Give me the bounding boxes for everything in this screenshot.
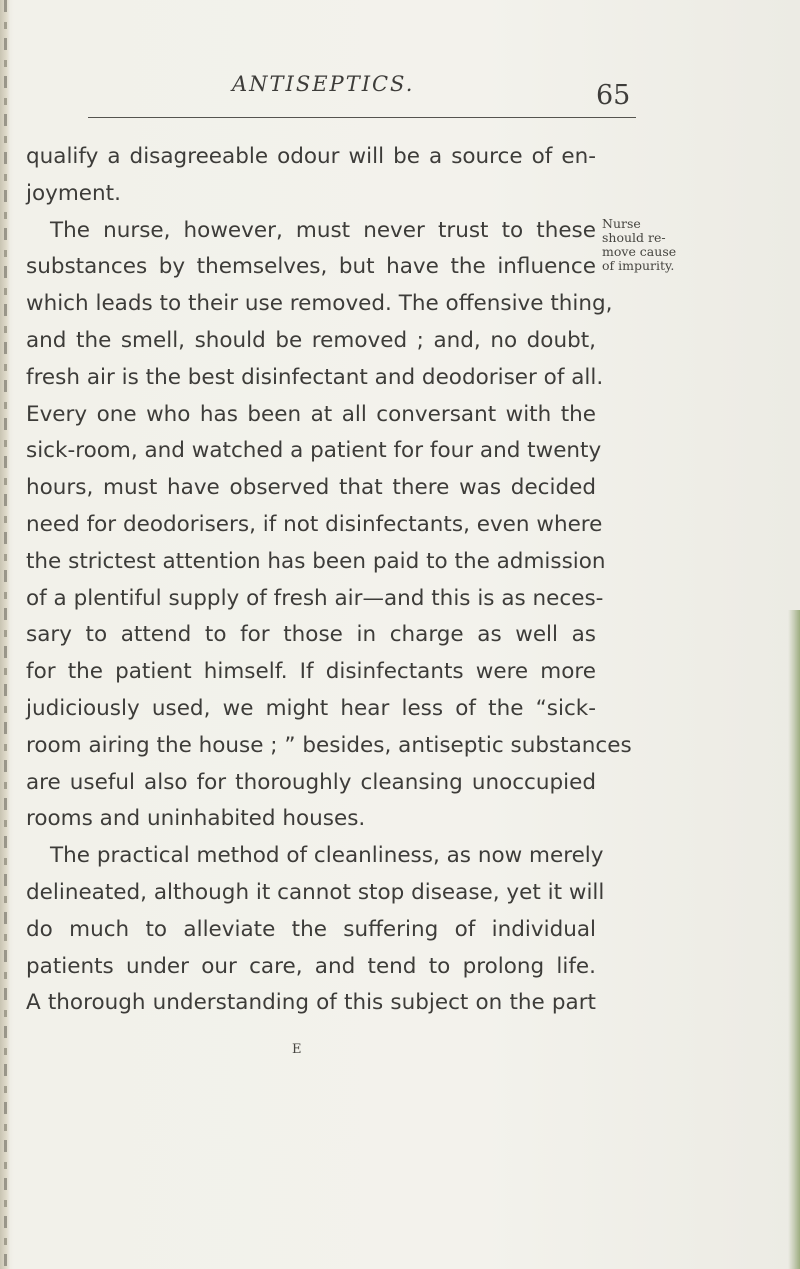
text-line: rooms and uninhabited houses.: [26, 806, 366, 832]
text-line: hours, must have observed that there was decided: [26, 475, 596, 501]
text-line: The nurse, however, must never trust to these: [50, 217, 596, 243]
text-line: for the patient himself. If disinfectants were more: [26, 659, 596, 685]
text-line: of a plentiful supply of fresh air—and this is as neces-: [26, 585, 604, 611]
text-line: judiciously used, we might hear less of the “sick-: [26, 695, 596, 721]
text-line: room airing the house ; ” besides, antiseptic substances: [26, 732, 632, 758]
text-line: substances by themselves, but have the influence: [26, 254, 596, 280]
text-line: fresh air is the best disinfectant and deodoriser of all.: [26, 364, 604, 390]
text-line: The practical method of cleanliness, as now merely: [50, 843, 604, 869]
text-line: qualify a disagreeable odour will be a source of en-: [26, 144, 596, 169]
text-line: sary to attend to for those in charge as well as: [26, 622, 596, 648]
text-line: the strictest attention has been paid to the admission: [26, 548, 606, 574]
page-number: 65: [596, 80, 631, 111]
margin-note-line: should re-: [602, 230, 666, 245]
page-edge-tint: [788, 610, 800, 1269]
margin-note: [602, 217, 712, 273]
text-line: are useful also for thoroughly cleansing unoccupied: [26, 769, 596, 795]
text-line: sick-room, and watched a patient for four and twenty: [26, 438, 602, 464]
margin-note-line: Nurse: [602, 216, 641, 231]
margin-note-line: move cause: [602, 244, 677, 259]
signature-mark: E: [292, 1042, 302, 1057]
body-text: [26, 139, 632, 1022]
margin-note-line: of impurity.: [602, 258, 675, 273]
text-line: Every one who has been at all conversant with the: [26, 401, 596, 427]
text-line: joyment.: [26, 180, 121, 206]
running-head: ANTISEPTICS.: [232, 72, 415, 96]
text-line: which leads to their use removed. The offensive thing,: [26, 291, 613, 317]
text-line: need for deodorisers, if not disinfectants, even where: [26, 511, 603, 537]
binding-edge: [4, 0, 7, 1269]
text-line: and the smell, should be removed ; and, no doubt,: [26, 327, 596, 353]
text-line: do much to alleviate the suffering of individual: [26, 916, 596, 942]
header-rule: [88, 117, 636, 118]
text-line: patients under our care, and tend to prolong life.: [26, 953, 596, 979]
text-line: A thorough understanding of this subject on the part: [26, 990, 596, 1016]
text-line: delineated, although it cannot stop disease, yet it will: [26, 879, 605, 905]
